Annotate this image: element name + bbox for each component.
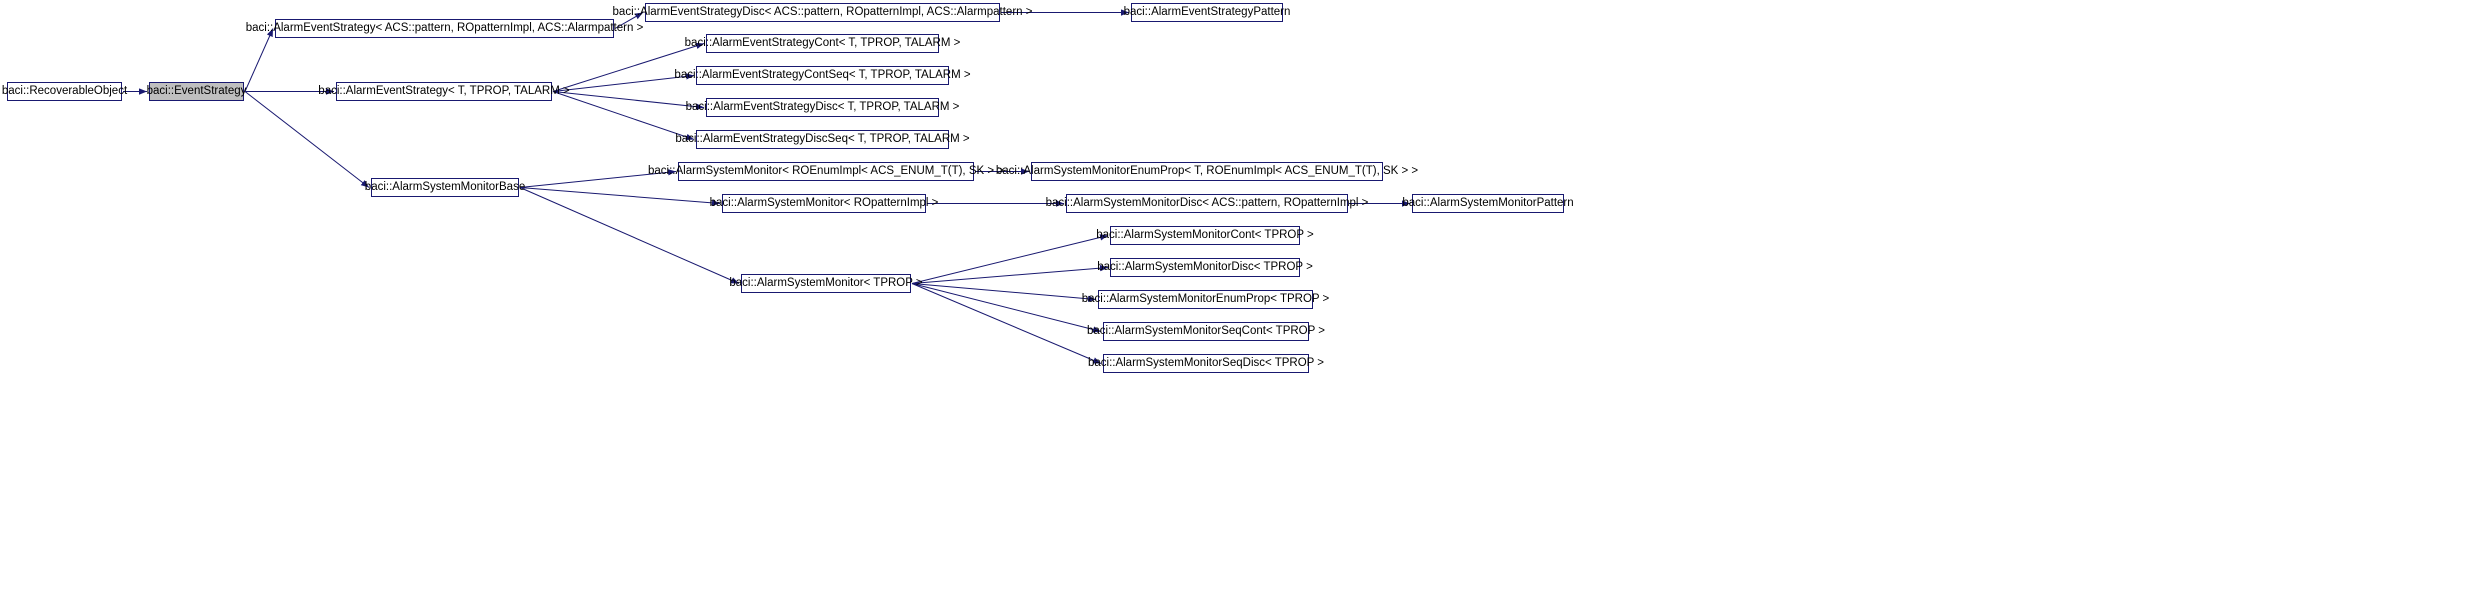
class-node[interactable]: baci::AlarmEventStrategy< ACS::pattern, ROpatternImpl, ACS::Alarmpattern >	[275, 19, 614, 38]
class-node[interactable]: baci::AlarmSystemMonitorSeqCont< TPROP >	[1103, 322, 1309, 341]
inheritance-edge	[553, 92, 704, 108]
class-node[interactable]: baci::AlarmSystemMonitorPattern	[1412, 194, 1564, 213]
class-node[interactable]: baci::AlarmSystemMonitorEnumProp< TPROP >	[1098, 290, 1313, 309]
class-node[interactable]: baci::AlarmSystemMonitor< ROpatternImpl >	[722, 194, 926, 213]
class-node[interactable]: baci::AlarmSystemMonitorEnumProp< T, ROEnumImpl< ACS_ENUM_T(T), SK > >	[1031, 162, 1383, 181]
class-node[interactable]: baci::AlarmEventStrategyCont< T, TPROP, TALARM >	[706, 34, 939, 53]
inheritance-edge	[553, 76, 694, 92]
inheritance-edge	[553, 92, 694, 140]
class-node[interactable]: baci::AlarmEventStrategyDisc< T, TPROP, TALARM >	[706, 98, 939, 117]
inheritance-edge	[520, 188, 739, 284]
class-node[interactable]: baci::AlarmSystemMonitor< ROEnumImpl< ACS_ENUM_T(T), SK > >	[678, 162, 974, 181]
inheritance-edge	[912, 284, 1096, 300]
class-node[interactable]: baci::AlarmSystemMonitorDisc< TPROP >	[1110, 258, 1300, 277]
inheritance-edge	[912, 284, 1101, 332]
class-node[interactable]: baci::AlarmSystemMonitor< TPROP >	[741, 274, 911, 293]
class-node[interactable]: baci::AlarmEventStrategyContSeq< T, TPROP, TALARM >	[696, 66, 949, 85]
class-node[interactable]: baci::RecoverableObject	[7, 82, 122, 101]
inheritance-edge	[520, 188, 720, 204]
class-node[interactable]: baci::AlarmSystemMonitorBase	[371, 178, 519, 197]
class-node[interactable]: baci::AlarmSystemMonitorSeqDisc< TPROP >	[1103, 354, 1309, 373]
class-node[interactable]: baci::AlarmEventStrategyDiscSeq< T, TPROP, TALARM >	[696, 130, 949, 149]
class-node[interactable]: baci::AlarmEventStrategy< T, TPROP, TALARM >	[336, 82, 552, 101]
inheritance-edge	[553, 44, 704, 92]
class-node[interactable]: baci::AlarmSystemMonitorCont< TPROP >	[1110, 226, 1300, 245]
class-node[interactable]: baci::AlarmEventStrategyPattern	[1131, 3, 1283, 22]
inheritance-edge	[912, 268, 1108, 284]
inheritance-edge	[912, 236, 1108, 284]
inheritance-edge	[245, 29, 273, 92]
class-node[interactable]: baci::AlarmSystemMonitorDisc< ACS::pattern, ROpatternImpl >	[1066, 194, 1348, 213]
inheritance-edge	[912, 284, 1101, 364]
class-node[interactable]: baci::AlarmEventStrategyDisc< ACS::pattern, ROpatternImpl, ACS::Alarmpattern >	[645, 3, 1000, 22]
class-node[interactable]: baci::EventStrategy	[149, 82, 244, 101]
inheritance-edge	[245, 92, 369, 188]
